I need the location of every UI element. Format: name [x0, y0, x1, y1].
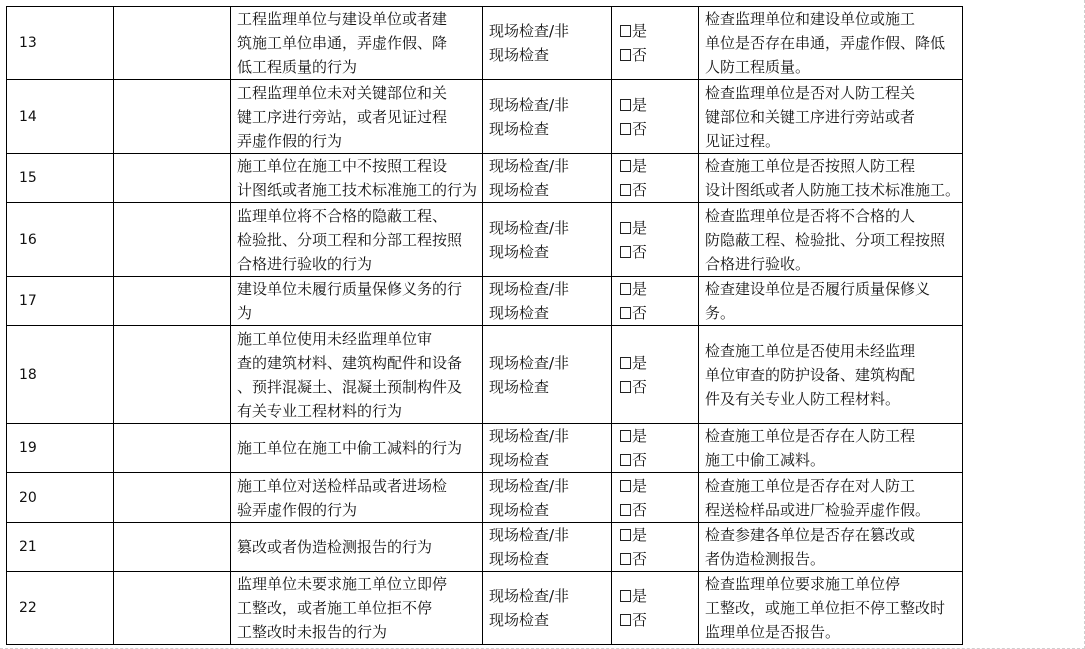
description-text-line: 检查建设单位是否履行质量保修义: [705, 280, 931, 298]
empty-cell: [114, 277, 231, 326]
item-cell: [231, 523, 483, 572]
no-option[interactable]: [620, 547, 692, 571]
empty-cell: [114, 473, 231, 523]
method-text-line: 现场检查/非: [489, 587, 570, 605]
yes-option[interactable]: [620, 523, 692, 547]
table-row: [7, 424, 963, 473]
no-option[interactable]: [620, 448, 692, 472]
description-text-line: 者伪造检测报告。: [705, 550, 826, 568]
method-text-line: 现场检查/非: [489, 95, 570, 114]
empty-cell: [114, 7, 231, 80]
yes-option-label: 是: [632, 476, 648, 495]
table-row: [7, 80, 963, 154]
description-cell: [699, 7, 963, 80]
method-text-line: 现场检查: [489, 181, 550, 199]
item-text-line: 监理单位将不合格的隐蔽工程、: [237, 206, 448, 225]
item-cell: [231, 424, 483, 473]
description-text-line: 程送检样品或进厂检验弄虚作假。: [705, 500, 931, 519]
result-cell: [612, 572, 699, 645]
result-cell: [612, 473, 699, 523]
yes-option[interactable]: [620, 584, 692, 608]
checkbox-icon[interactable]: [620, 49, 631, 61]
checkbox-icon[interactable]: [620, 480, 631, 492]
item-cell: [231, 7, 483, 80]
table-row: [7, 473, 963, 523]
yes-option[interactable]: [620, 154, 692, 178]
description-cell: [699, 203, 963, 277]
no-option[interactable]: [620, 375, 692, 399]
checkbox-icon[interactable]: [620, 25, 631, 37]
checkbox-icon[interactable]: [620, 222, 631, 234]
item-text-line: 筑施工单位串通，弄虚作假、降: [237, 34, 448, 52]
description-text-line: 检查施工单位是否存在对人防工: [705, 476, 916, 495]
table-body: [7, 7, 963, 645]
table-row: [7, 203, 963, 277]
row-number: 17: [7, 277, 114, 326]
method-cell: [483, 80, 612, 154]
description-text-line: 检查施工单位是否存在人防工程: [705, 427, 916, 445]
yes-option-label: 是: [632, 22, 648, 40]
method-text-line: 现场检查/非: [489, 280, 570, 298]
empty-cell: [114, 80, 231, 154]
description-cell: [699, 80, 963, 154]
checkbox-icon[interactable]: [620, 381, 631, 393]
description-text-line: 施工中偷工减料。: [705, 451, 826, 469]
item-text-line: 弄虚作假的行为: [237, 131, 343, 150]
yes-option[interactable]: [620, 424, 692, 448]
description-text-line: 单位审查的防护设备、建筑构配: [705, 365, 916, 384]
checkbox-icon[interactable]: [620, 504, 631, 516]
description-text-line: 检查监理单位是否对人防工程关: [705, 83, 916, 102]
method-text-line: 现场检查/非: [489, 157, 570, 175]
description-text-line: 防隐蔽工程、检验批、分项工程按照: [705, 230, 946, 249]
yes-option-label: 是: [632, 526, 648, 544]
item-text-line: 工程监理单位未对关键部位和关: [237, 83, 448, 102]
yes-option-label: 是: [632, 218, 648, 237]
result-cell: [612, 203, 699, 277]
checkbox-icon[interactable]: [620, 614, 631, 626]
item-text-line: 施工单位对送检样品或者进场检: [237, 476, 448, 495]
yes-option[interactable]: [620, 474, 692, 498]
method-text-line: 现场检查/非: [489, 427, 570, 445]
table-row: [7, 326, 963, 424]
method-text-line: 现场检查: [489, 304, 550, 322]
description-text-line: 见证过程。: [705, 131, 781, 150]
description-text-line: 务。: [705, 304, 736, 322]
description-cell: [699, 572, 963, 645]
empty-cell: [114, 203, 231, 277]
method-text-line: 现场检查/非: [489, 218, 570, 237]
method-text-line: 现场检查/非: [489, 526, 570, 544]
table-row: [7, 572, 963, 645]
no-option-label: 否: [632, 500, 648, 519]
item-text-line: 检验批、分项工程和分部工程按照: [237, 230, 463, 249]
description-text-line: 检查参建各单位是否存在篡改或: [705, 526, 916, 544]
yes-option[interactable]: [620, 93, 692, 117]
method-cell: [483, 523, 612, 572]
checkbox-icon[interactable]: [620, 283, 631, 295]
no-option[interactable]: [620, 117, 692, 141]
row-number: 21: [7, 523, 114, 572]
no-option-label: 否: [632, 181, 648, 199]
empty-cell: [114, 424, 231, 473]
row-number: 19: [7, 424, 114, 473]
item-text-line: 建设单位未履行质量保修义务的行: [237, 280, 463, 298]
method-text-line: 现场检查: [489, 377, 550, 396]
description-cell: [699, 523, 963, 572]
item-text-line: 施工单位使用未经监理单位审: [237, 329, 433, 348]
table-row: [7, 154, 963, 203]
no-option[interactable]: [620, 301, 692, 325]
table-row: [7, 7, 963, 80]
item-text-line: 施工单位在施工中不按照工程设: [237, 157, 448, 175]
item-text-line: 工整改时未报告的行为: [237, 623, 388, 641]
item-text-line: 、预拌混凝土、混凝土预制构件及: [237, 377, 463, 396]
checkbox-icon[interactable]: [620, 246, 631, 258]
yes-option[interactable]: [620, 277, 692, 301]
yes-option-label: 是: [632, 280, 648, 298]
inspection-table: [6, 6, 963, 645]
description-cell: [699, 473, 963, 523]
description-text-line: 检查监理单位是否将不合格的人: [705, 206, 916, 225]
item-text-line: 验弄虚作假的行为: [237, 500, 358, 519]
method-cell: [483, 203, 612, 277]
no-option[interactable]: [620, 608, 692, 632]
description-cell: [699, 154, 963, 203]
yes-option-label: 是: [632, 587, 648, 605]
result-cell: [612, 154, 699, 203]
item-cell: [231, 473, 483, 523]
yes-option-label: 是: [632, 427, 648, 445]
no-option[interactable]: [620, 240, 692, 264]
method-text-line: 现场检查/非: [489, 476, 570, 495]
checkbox-icon[interactable]: [620, 454, 631, 466]
yes-option[interactable]: [620, 216, 692, 240]
method-cell: [483, 572, 612, 645]
yes-option-label: 是: [632, 157, 648, 175]
checkbox-icon[interactable]: [620, 99, 631, 111]
table-row: [7, 277, 963, 326]
method-cell: [483, 473, 612, 523]
item-text-line: 有关专业工程材料的行为: [237, 401, 403, 420]
item-text-line: 合格进行验收的行为: [237, 254, 373, 273]
yes-option-label: 是: [632, 95, 648, 114]
checkbox-icon[interactable]: [620, 553, 631, 565]
method-text-line: 现场检查: [489, 451, 550, 469]
empty-cell: [114, 154, 231, 203]
checkbox-icon[interactable]: [620, 590, 631, 602]
row-number: 20: [7, 473, 114, 523]
row-number: 14: [7, 80, 114, 154]
description-text-line: 件及有关专业人防工程材料。: [705, 389, 901, 408]
row-number: 22: [7, 572, 114, 645]
row-number: 13: [7, 7, 114, 80]
description-text-line: 键部位和关键工序进行旁站或者: [705, 107, 916, 126]
checkbox-icon[interactable]: [620, 529, 631, 541]
empty-cell: [114, 326, 231, 424]
result-cell: [612, 80, 699, 154]
description-text-line: 检查监理单位和建设单位或施工: [705, 10, 916, 28]
description-cell: [699, 326, 963, 424]
item-text-line: 查的建筑材料、建筑构配件和设备: [237, 353, 463, 372]
yes-option[interactable]: [620, 19, 692, 43]
no-option-label: 否: [632, 377, 648, 396]
method-text-line: 现场检查: [489, 611, 550, 629]
item-cell: [231, 203, 483, 277]
row-number: 15: [7, 154, 114, 203]
no-option-label: 否: [632, 611, 648, 629]
item-text-line: 计图纸或者施工技术标准施工的行为: [237, 181, 478, 199]
item-cell: [231, 326, 483, 424]
checkbox-icon[interactable]: [620, 184, 631, 196]
checkbox-icon[interactable]: [620, 307, 631, 319]
yes-option[interactable]: [620, 351, 692, 375]
no-option-label: 否: [632, 242, 648, 261]
method-cell: [483, 277, 612, 326]
item-cell: [231, 277, 483, 326]
item-cell: [231, 154, 483, 203]
description-text-line: 设计图纸或者人防施工技术标准施工。: [705, 181, 961, 199]
no-option-label: 否: [632, 550, 648, 568]
no-option-label: 否: [632, 119, 648, 138]
method-text-line: 现场检查: [489, 500, 550, 519]
item-text-line: 工整改，或者施工单位拒不停: [237, 599, 433, 617]
description-cell: [699, 424, 963, 473]
checkbox-icon[interactable]: [620, 160, 631, 172]
description-text-line: 单位是否存在串通，弄虚作假、降低: [705, 34, 946, 52]
item-text-line: 键工序进行旁站，或者见证过程: [237, 107, 448, 126]
no-option-label: 否: [632, 304, 648, 322]
no-option[interactable]: [620, 498, 692, 522]
description-text-line: 检查施工单位是否使用未经监理: [705, 341, 916, 360]
method-text-line: 现场检查/非: [489, 353, 570, 372]
no-option-label: 否: [632, 451, 648, 469]
empty-cell: [114, 572, 231, 645]
method-cell: [483, 154, 612, 203]
description-text-line: 合格进行验收。: [705, 254, 811, 273]
method-text-line: 现场检查: [489, 550, 550, 568]
result-cell: [612, 424, 699, 473]
row-number: 16: [7, 203, 114, 277]
method-text-line: 现场检查: [489, 242, 550, 261]
empty-cell: [114, 523, 231, 572]
item-text-line: 施工单位在施工中偷工减料的行为: [237, 439, 463, 457]
item-text-line: 工程监理单位与建设单位或者建: [237, 10, 448, 28]
item-text-line: 监理单位未要求施工单位立即停: [237, 575, 448, 593]
result-cell: [612, 326, 699, 424]
checkbox-icon[interactable]: [620, 123, 631, 135]
yes-option-label: 是: [632, 353, 648, 372]
description-text-line: 检查施工单位是否按照人防工程: [705, 157, 916, 175]
description-text-line: 人防工程质量。: [705, 58, 811, 76]
item-cell: [231, 572, 483, 645]
method-text-line: 现场检查/非: [489, 22, 570, 40]
checkbox-icon[interactable]: [620, 357, 631, 369]
checkbox-icon[interactable]: [620, 430, 631, 442]
item-text-line: 篡改或者伪造检测报告的行为: [237, 538, 433, 556]
no-option[interactable]: [620, 178, 692, 202]
description-text-line: 监理单位是否报告。: [705, 623, 841, 641]
method-cell: [483, 326, 612, 424]
result-cell: [612, 277, 699, 326]
method-cell: [483, 7, 612, 80]
no-option[interactable]: [620, 43, 692, 67]
result-cell: [612, 7, 699, 80]
row-number: 18: [7, 326, 114, 424]
result-cell: [612, 523, 699, 572]
table-row: [7, 523, 963, 572]
description-text-line: 工整改，或施工单位拒不停工整改时: [705, 599, 946, 617]
method-text-line: 现场检查: [489, 119, 550, 138]
method-cell: [483, 424, 612, 473]
item-text-line: 低工程质量的行为: [237, 58, 358, 76]
method-text-line: 现场检查: [489, 46, 550, 64]
item-text-line: 为: [237, 304, 253, 322]
no-option-label: 否: [632, 46, 648, 64]
description-text-line: 检查监理单位要求施工单位停: [705, 575, 901, 593]
description-cell: [699, 277, 963, 326]
item-cell: [231, 80, 483, 154]
